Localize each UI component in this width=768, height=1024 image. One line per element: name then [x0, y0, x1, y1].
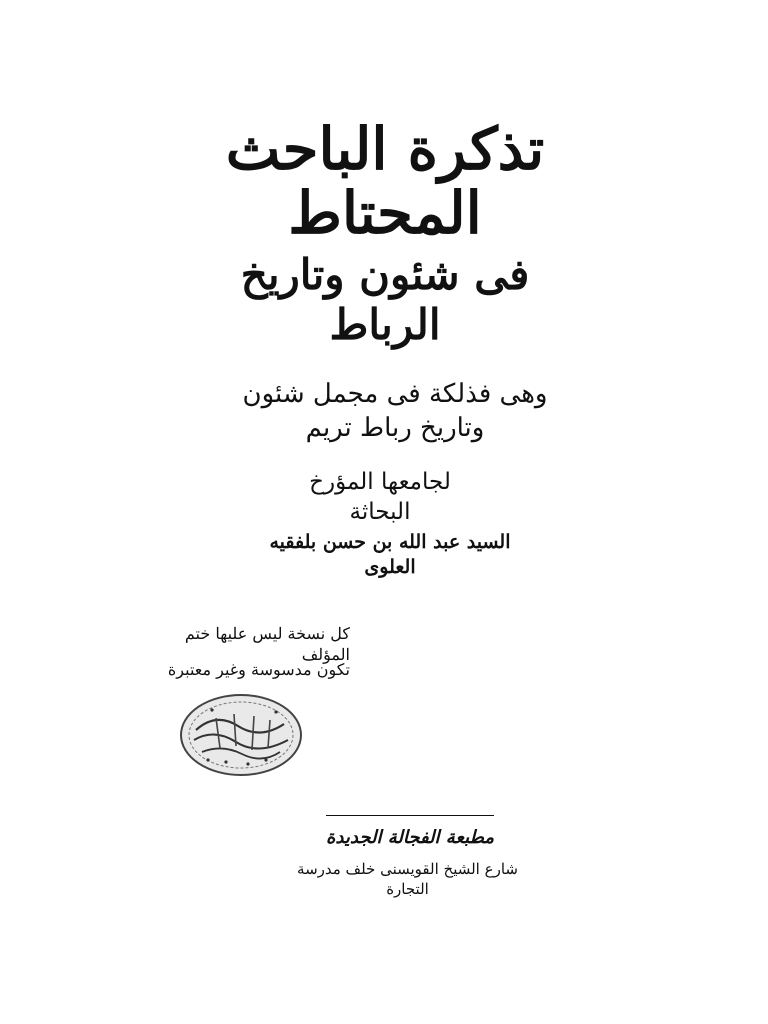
book-subtitle: وهى فذلكة فى مجمل شئون وتاريخ رباط تريم	[242, 379, 548, 443]
author-seal-stamp	[176, 690, 306, 780]
seal-icon	[176, 690, 306, 780]
book-title-main: تذكرة الباحث المحتاط	[225, 115, 545, 247]
press-address: شارع الشيخ القويسنى خلف مدرسة التجارة	[297, 860, 518, 898]
book-title-sub: فى شئون وتاريخ الرباط	[240, 250, 530, 350]
authenticity-note-line-2: تكون مدسوسة وغير معتبرة	[167, 660, 350, 679]
press-name: مطبعة الفجالة الجديدة	[326, 827, 494, 848]
authenticity-note-line-1: كل نسخة ليس عليها ختم المؤلف	[184, 624, 350, 664]
divider-rule	[326, 815, 494, 816]
author-name: السيد عبد الله بن حسن بلفقيه العلوى	[269, 531, 511, 578]
compiler-label: لجامعها المؤرخ البحاثة	[309, 469, 451, 525]
